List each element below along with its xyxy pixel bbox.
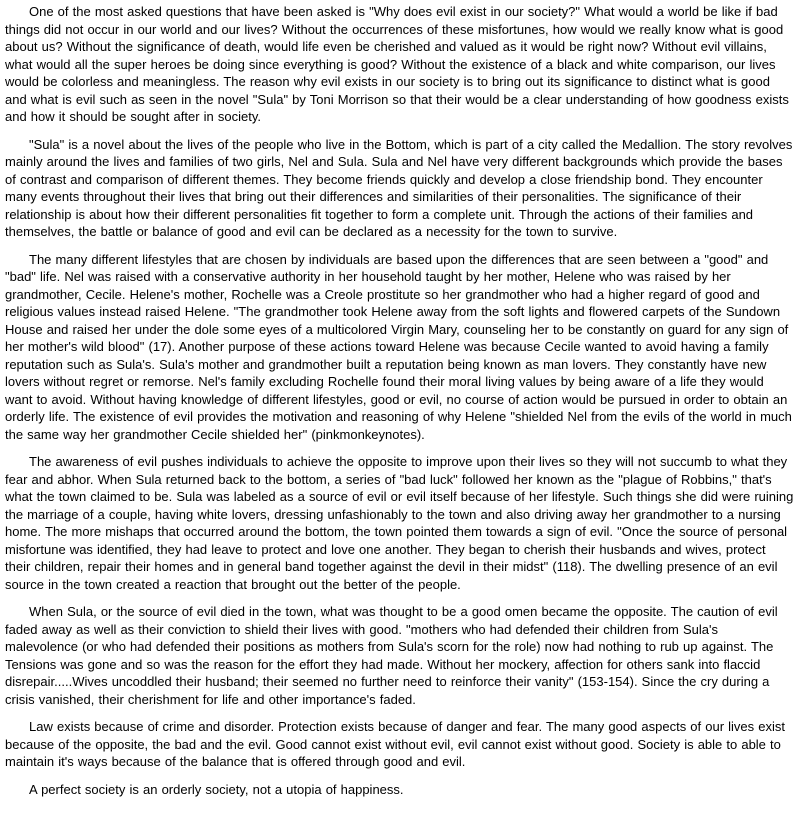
essay-paragraph-lifestyles: The many different lifestyles that are chosen by individuals are based upon the differences that are seen between a "good" and "bad" life. Nel was raised with a conservative authority in her household taught by her mother, Helene who was raised by her grandmother, Cecile. Helene's mother, Rochelle was a Creole prostitute so her grandmother who had a higher regard of good and religious values instead raised Helene. "The grandmother took Helene away from the soft lights and flowered carpets of the Sundown House and raised her under the dole some eyes of a multicolored Virgin Mary, counseling her to be constantly on guard for any sign of her mother's wild blood" (17). Another purpose of these actions toward Helene was because Cecile wanted to avoid having a family reputation such as Sula's. Sula's mother and grandmother built a reputation being known as man lovers. They constantly have new lovers without regret or remorse. Nel's family excluding Rochelle found their moral living values by being aware of a life they would want to avoid. Without having knowledge of different lifestyles, good or evil, no course of action would be pursued in order to obtain an orderly life. The existence of evil provides the motivation and reasoning of why Helene "shielded Nel from the evils of the world in much the same way her grandmother Cecile shielded her" (pinkmonkeynotes). [5, 251, 792, 442]
essay-paragraph-conclusion: A perfect society is an orderly society, not a utopia of happiness. [29, 781, 404, 797]
essay-paragraph-novel-summary: "Sula" is a novel about the lives of the people who live in the Bottom, which is part of a city called the Medallion. The story revolves mainly around the lives and families of two girls, Nel and Sula. Sula and Nel have very different backgrounds which provide the bases of contrast and comparison of different themes. They become friends quickly and develop a close friendship bond. They encounter many events throughout their lives that bring out their differences and similarities of their personalities. The significance of their relationship is about how their different personalities fit together to form a complete unit. Through the actions of their families and themselves, the battle or balance of good and evil can be declared as a necessity for the town to survive. [5, 136, 793, 239]
essay-paragraph-intro: One of the most asked questions that have been asked is "Why does evil exist in our society?" What would a world be like if bad things did not occur in our world and our lives? Without the occurrences of these misfortunes, how would we really know what is good about us? Without the significance of death, would life even be cherished and valued as it would be right now? Without evil villains, what would all the super heroes be doing since everything is good? Without the existence of a black and white comparison, our lives would be colorless and meaningless. The reason why evil exists in our society is to bring out its significance to distinct what is good and what is evil such as seen in the novel "Sula" by Toni Morrison so that their would be a clear understanding of how goodness exists and how it should be sought after in society. [5, 4, 789, 124]
essay-paragraph-law-and-balance: Law exists because of crime and disorder. Protection exists because of danger and fear. The many good aspects of our lives exist because of the opposite, the bad and the evil. Good cannot exist without evil, evil cannot exist without good. Society is able to able to maintain it's ways because of the balance that is offered through good and evil. [5, 719, 786, 769]
essay-paragraph-sula-death: When Sula, or the source of evil died in the town, what was thought to be a good omen became the opposite. The caution of evil faded away as well as their conviction to shield their lives with good. "mothers who had defended their children from Sula's malevolence (or who had defended their positions as mothers from Sula's scorn for the role) now had nothing to rub up against. The Tensions was gone and so was the reason for the effort they had made. Without her mockery, affection for others sank into flaccid disrepair.....Wives uncoddled their husband; their seemed no further need to reinforce their vanity" (153-154). Since the cry during a crisis vanished, their cherishment for life and other importance's faded. [5, 604, 778, 707]
essay-paragraph-awareness-of-evil: The awareness of evil pushes individuals to achieve the opposite to improve upon their lives so they will not succumb to what they fear and abhor. When Sula returned back to the bottom, a series of "bad luck" followed her known as the "plague of Robbins," that's what the town claimed to be. Sula was labeled as a source of evil or evil itself because of her lifestyle. Such things she did were ruining the marriage of a couple, having white lovers, dressing unfashionably to the town and also driving away her grandmother to a nursing home. The more mishaps that occurred around the bottom, the town pointed them towards a sign of evil. "Once the source of personal misfortune was identified, they had leave to protect and love one another. They began to cherish their husbands and wives, protect their children, repair their homes and in general band together against the devil in their midst" (118). The dwelling presence of an evil source in the town created a reaction that brought out the better of the people. [5, 454, 794, 592]
